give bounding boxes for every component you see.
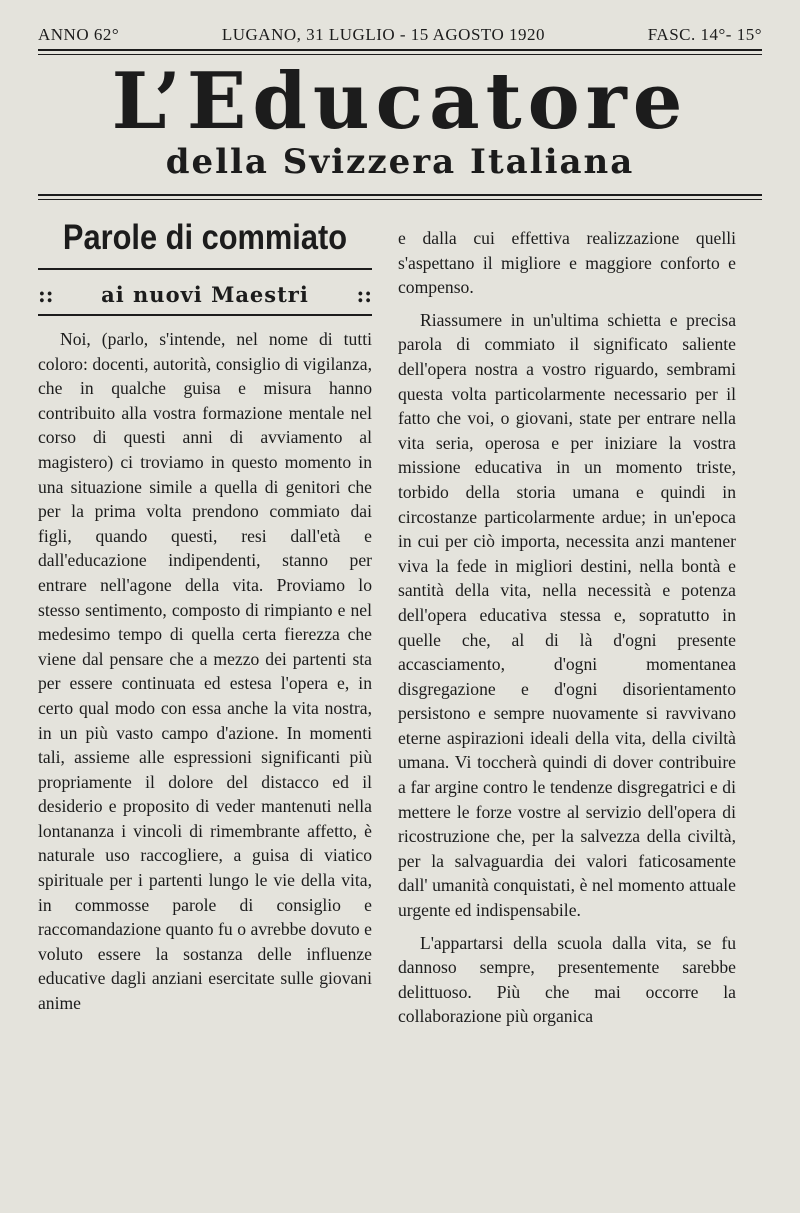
paragraph: Riassumere in un'ultima schietta e precisa parola di commiato il significato saliente dell'opera nostra a vostro riguardo, sembrami questa volta particolarmente necessario per il fatto che voi, o giovani, state per entrare nella vita seria, operosa e per iniziare la vostra missione educativa in un momento triste, torbido della storia umana e quindi in circostanze particolarmente ardue; in un'epoca in cui per ciò importa, necessita anzi mantener viva la fede in migliori destini, nella bontà e santità della vita, nella necessità e potenza dell'opera educativa stessa e, sopratutto in quelle che, al di là d'ogni presente accasciamento, d'ogni momentanea disgregazione e d'ogni disorientamento persistono e sempre nuovamente si ravvivano eterne aspirazioni ideali della vita, della civiltà umana. Vi toccherà quindi di dover contribuire a far argine contro le tendenze disgregatrici e di mettere le forze vostre al servizio dell'opera di ricostruzione che, per la salvezza della civiltà, per la salvaguardia dei valori faticosamente dall' umanità conquistati, è nel momento attuale urgente ed indispensabile.: [398, 309, 736, 921]
paragraph-continuation: e dalla cui effettiva realizzazione quelli s'aspettano il migliore e maggiore conforto e compenso.: [398, 228, 736, 298]
article-subtitle-block: [38, 280, 372, 310]
masthead-rule-bottom: [38, 199, 762, 200]
paragraph: L'appartarsi della scuola dalla vita, se fu dannoso sempre, presentemente sarebbe delittuoso. Più che mai occorre la collaborazione più organica: [398, 932, 736, 1027]
volume-number: ANNO 62°: [38, 25, 120, 44]
subtitle-rule: [38, 314, 372, 316]
article-subtitle: ai nuovi Maestri: [101, 282, 309, 307]
dateline: LUGANO, 31 LUGLIO - 15 AGOSTO 1920: [221, 25, 546, 44]
running-header: [38, 24, 762, 46]
journal-subtitle: della Svizzera Italiana: [165, 142, 635, 182]
ornament-right: ::: [356, 282, 372, 307]
masthead-rule-top: [38, 194, 762, 196]
journal-title: L’Educatore: [111, 56, 689, 147]
ornament-left: ::: [38, 282, 54, 307]
article-title: Parole di commiato: [62, 218, 348, 257]
paragraph: Noi, (parlo, s'intende, nel nome di tutti coloro: docenti, autorità, consiglio di vigilanza, che in qualche guisa e misura hanno contribuito alla vostra formazione mentale nel corso di questi anni di avviamento al magistero) ci troviamo in questo momento in una situazione simile a quella di genitori che per la prima volta prendono commiato dai figli, quando questi, resi dall'età e dall'educazione indipendenti, stanno per entrare nell'agone della vita. Proviamo lo stesso sentimento, composto di rimpianto e nel medesimo tempo di quella certa fierezza che viene dal pensare che a mezzo dei partenti sta per essere continuata ed estesa l'opera e, in certo qual modo con essa anche la vita nostra, in un più vasto campo d'azione. In momenti tali, assieme alle espressioni significanti più propriamente il dolore del distacco ed il desiderio e proposito di veder mantenuti nella lontananza i vincoli di rimembrante affetto, è naturale uso raccogliere, a guisa di viatico spirituale per i partenti lungo le vie della vita, in commosse parole di consiglio e raccomandazione quanto fu o avrebbe dovuto e voluto essere la sostanza delle influenze educative dagli anziani esercitate sulle giovani anime: [38, 329, 372, 1014]
header-rule-bottom: [38, 54, 762, 55]
left-column: [38, 327, 372, 1016]
title-rule: [38, 268, 372, 270]
header-rule-top: [38, 49, 762, 51]
right-column: [398, 226, 736, 1029]
issue-number: FASC. 14°- 15°: [647, 25, 762, 44]
